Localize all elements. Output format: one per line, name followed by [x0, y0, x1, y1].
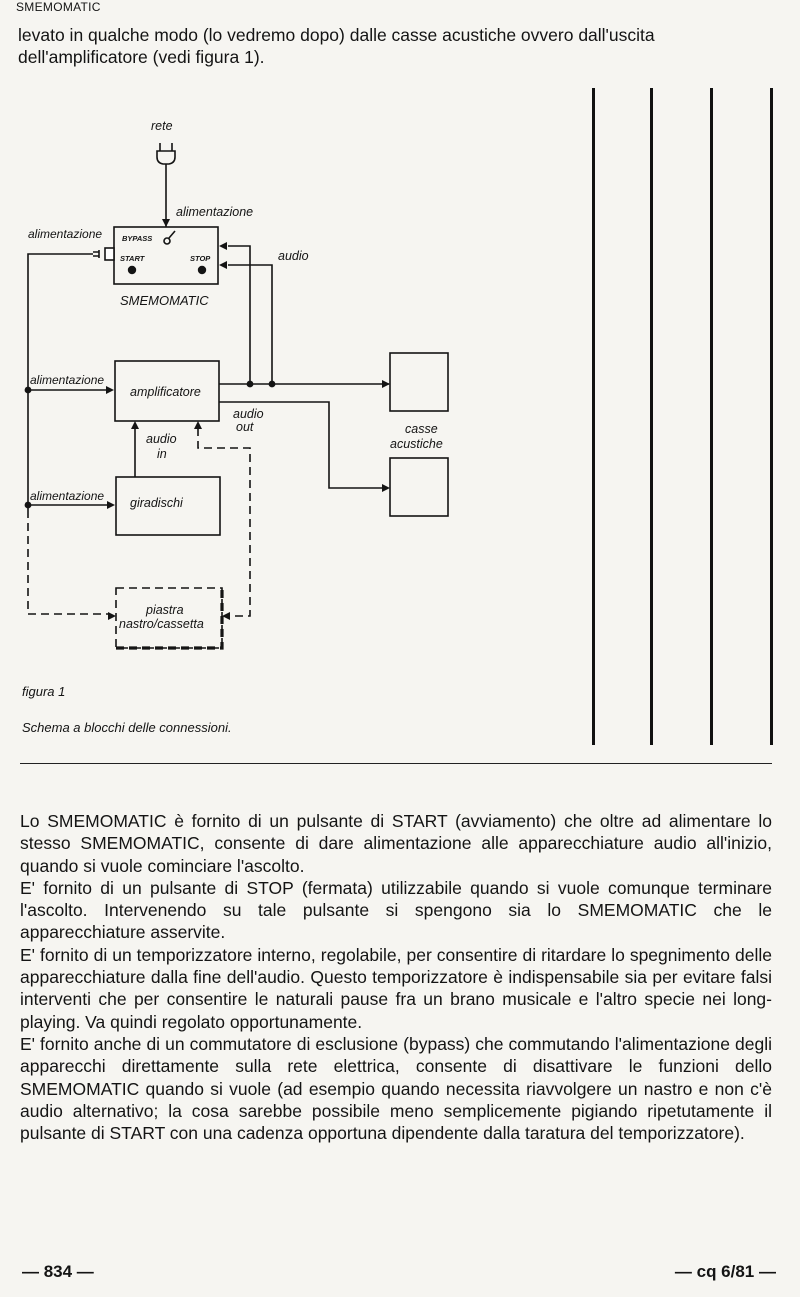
speaker-box-1 [390, 353, 448, 411]
label-mains: rete [151, 119, 173, 133]
body-text [20, 810, 772, 1144]
arrow-speaker-1 [382, 380, 390, 388]
label-power-smemomatic: alimentazione [28, 227, 103, 241]
label-start: START [120, 254, 145, 263]
issue-label: — cq 6/81 — [674, 1262, 776, 1281]
power-socket-plug [93, 250, 99, 258]
label-tape-2: nastro/cassetta [119, 617, 204, 631]
page-number: — 834 — [22, 1262, 94, 1281]
label-audio-in-1: audio [146, 432, 177, 446]
power-socket-icon [105, 248, 114, 260]
body-paragraph-timer: E' fornito di un temporizzatore interno, regolabile, per consentire di ritardare lo spegnimento delle apparecchiature dalla fine dell'audio. Questo temporizzatore è indispensabile sia per evitare falsi interventi che per consentire le naturali pause fra un brano musicale e l'altro specie nei long-playing. Va quindi regolato opportunamente. [20, 944, 772, 1032]
label-bypass: BYPASS [122, 234, 153, 243]
mains-plug-icon [160, 143, 172, 151]
speaker-box-2 [390, 458, 448, 516]
arrow-power-amplifier [106, 386, 114, 394]
start-button-dot [128, 266, 136, 274]
audio-feedback-line-2 [228, 246, 250, 384]
running-title: SMEMOMATIC [16, 0, 101, 14]
arrow-audio-in [131, 421, 139, 429]
arrow-audio-feedback-1 [219, 242, 227, 250]
label-speakers-2: acustiche [390, 437, 443, 451]
figure-description: Schema a blocchi delle connessioni. [22, 720, 232, 735]
column-rule-2 [650, 88, 653, 745]
junction-dot-1 [25, 387, 32, 394]
column-rule-3 [710, 88, 713, 745]
label-power-turntable: alimentazione [30, 489, 105, 503]
label-stop: STOP [190, 254, 211, 263]
arrow-audio-feedback-2 [219, 261, 227, 269]
body-paragraph-start: Lo SMEMOMATIC è fornito di un pulsante di START (avviamento) che oltre ad alimentare lo stesso SMEMOMATIC, consente di dare alimentazione alle apparecchiature audio all'inizio, quando si vuole cominciare l'ascolto. [20, 811, 772, 876]
audio-tape-dashed [198, 428, 250, 616]
body-paragraph-bypass: E' fornito anche di un commutatore di esclusione (bypass) che commutando l'alimentazione degli apparecchi direttamente sulla rete elettrica, consente di disattivare le funzioni dello SMEMOMATIC quando si vuole (ad esempio quando necessita riavvolgere un nastro e non c'è audio alternativo; la cosa sarebbe possibile meno semplicemente pigiando ripetutamente il pulsante di START con una cadenza opportuna dipendente dalla taratura del temporizzatore). [20, 1033, 772, 1144]
column-rule-1 [592, 88, 595, 745]
label-power-top: alimentazione [176, 205, 254, 219]
label-speakers-1: casse [405, 422, 438, 436]
junction-dot-4 [269, 381, 276, 388]
junction-dot-3 [247, 381, 254, 388]
arrow-mains [162, 219, 170, 227]
column-rule-4 [770, 88, 773, 745]
block-diagram [0, 110, 470, 670]
figure-caption: figura 1 [22, 684, 66, 699]
label-amplifier: amplificatore [130, 385, 201, 399]
body-paragraph-stop: E' fornito di un pulsante di STOP (fermata) utilizzabile quando si vuole comunque terminare l'ascolto. Intervenendo su tale pulsante si spengono sia lo SMEMOMATIC che le apparecchiature asservite. [20, 877, 772, 943]
horizontal-rule [20, 763, 772, 764]
label-audio: audio [278, 249, 309, 263]
label-audio-out-1: audio [233, 407, 264, 421]
bypass-switch-icon [164, 231, 175, 244]
arrow-speaker-2 [382, 484, 390, 492]
arrow-audio-tape [194, 421, 202, 429]
mains-plug-body [157, 151, 175, 164]
label-smemomatic: SMEMOMATIC [120, 293, 209, 308]
intro-paragraph: levato in qualche modo (lo vedremo dopo) dalle casse acustiche ovvero dall'uscita dell'amplificatore (vedi figura 1). [18, 25, 655, 67]
label-tape-1: piastra [146, 603, 184, 617]
arrow-power-turntable [107, 501, 115, 509]
power-line-tape-dashed [28, 510, 108, 614]
label-audio-out-2: out [236, 420, 254, 434]
arrow-power-tape [108, 612, 116, 620]
label-audio-in-2: in [157, 447, 167, 461]
stop-button-dot [198, 266, 206, 274]
label-turntable: giradischi [130, 496, 183, 510]
label-power-amplifier: alimentazione [30, 373, 105, 387]
